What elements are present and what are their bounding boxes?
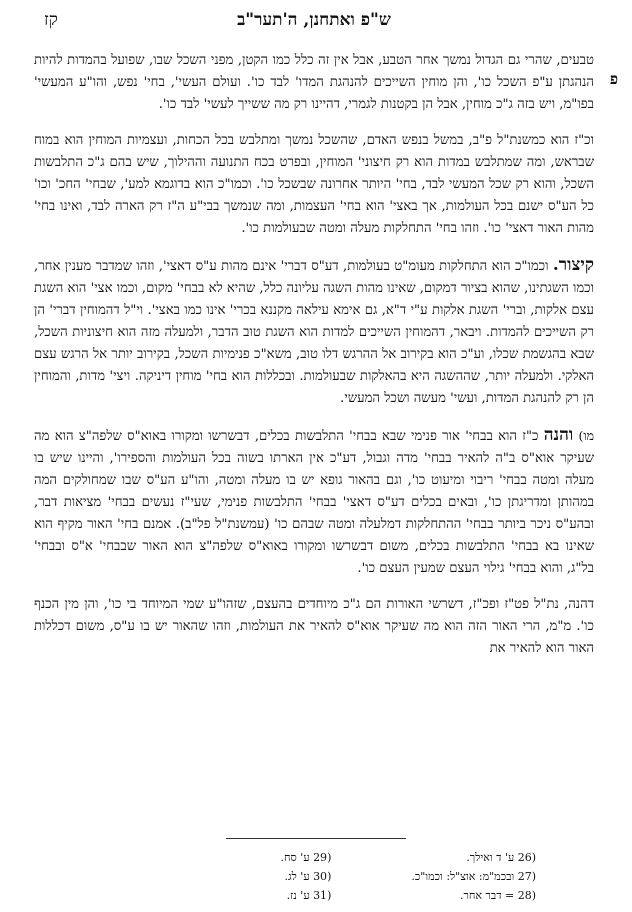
footnotes [240, 848, 536, 905]
footnote-text: ובכמ"מ: אוצ"ל: וכמו"כ. [411, 870, 515, 883]
footnote-number: (28 [517, 889, 536, 902]
footnote-number: (27 [517, 870, 536, 883]
footnote-number: (30 [313, 870, 332, 883]
footnote [240, 848, 331, 867]
paragraph [34, 424, 594, 580]
page-number: קז [44, 10, 58, 30]
section-lead-word: קיצור. [552, 255, 594, 275]
paragraph [34, 50, 594, 116]
main-text [34, 50, 594, 660]
paragraph-text: דהנה, נת"ל פט"ז ופכ"ז, דשרשי האורות הם ג"כ מיוחדים בהעצם, שזהו"ע שמי המיוחד בי כו', והן מין הכנף כו'. מ"מ, הרי האור הזה הוא מה שעיקר אוא"ס להאיר את העולמות, וזהו שהאור יש בו ע"ס, משום דכללות האור הוא להאיר את [34, 597, 594, 656]
paragraph-text: כ"ז הוא בבחי' אור פנימי שבא בבחי' התלבשות בכלים, דבשרשו ומקורו באוא"ס שלפה"צ הוא מה שעיקר אוא"ס ב"ה להאיר בבחי' מדה וגבול, דע"כ אין הארתו בשוה בכל העולמות והספירו', והיינו שיש בו מעלה ומטה בבחי' ריבוי ומיעוט כו', וגם בהאור גופא יש בו מעלה ומטה, והו"ע הע"ס שבו שמחולקים המה במהותן ומדריגתן כו', ובאים בכלים דע"ס דאצי' בבחי' התלבשות פנימי, שעי"ז נעשים בבחי' מציאות דבר, ובהע"ס ניכר ביותר בבחי' ההתחלקות דמלעלה ומטה שבהם כו' (עמשנת"ל פל"ב). אמנם בחי' האור מקיף הוא שאינו בא בבחי' התלבשות בכלים, משום דבשרשו ומקורו באוא"ס שלפה"צ הוא האור שבבחי' א"ס ובבחי' בל"ג, והוא בבחי' גילוי העצם שמעין העצם כו'. [34, 429, 594, 576]
paragraph-text: וכ"ז הוא כמשנת"ל פ"ב, במשל בנפש האדם, שהשכל נמשך ומתלבש בכל הכחות, ועצמיות המוחין הוא במוח שבראש, ומה שמתלבש במדות הוא רק חיצוני' המוחין, ובפרט בכח התנועה וההילוך, שיש בהם ג"כ התלבשות השכל, והוא רק שכל המעשי לבד, בחי' היותר אחרונה שבשכל כו'. וכמו"כ הוא בדוגמא למע', שבחי' החכ' וכו' כל הע"ס ישנם בכל העולמות, אך באצי' הוא בחי' העצמות, ומה שנמשך בבי"ע ה"ז רק הארה לבד, ואינו בחי' מהות האור דאצי' כו'. וזהו בחי' התחלקות מעלה ומטה שבעולמות כו'. [34, 133, 594, 236]
footnote-text: ע' נז. [286, 889, 310, 902]
footnote [411, 867, 536, 886]
page-title: ש"פ ואתחנן, ה'תער"ב [237, 10, 391, 30]
section-number: מו) [578, 428, 594, 443]
paragraph-text: טבעים, שהרי גם הגדול נמשך אחר הטבע, אבל אין זה כלל כמו הקטן, מפני השכל שבו, שפועל בהמדות להיות הנהגתן ע"פ השכל כו', והן מוחין השייכים להנהגת המדו' לבד כו'. ועולם העשי', בחי' נפש, והו"ע המעשי' בפו"מ, ויש בזה ג"כ מוחין, אבל הן בקטנות לגמרי, דהיינו רק מה ששייך לעשי' לבד כו'. [34, 53, 594, 112]
footnote-text: ע' ד ואילך. [466, 851, 515, 864]
footnote [411, 886, 536, 905]
footnote-text: = דבר אחר. [459, 889, 515, 902]
paragraph [34, 254, 594, 410]
paragraph [34, 130, 594, 240]
footnote-divider [226, 838, 406, 839]
section-lead-word: והנה [543, 425, 574, 445]
footnote-number: (29 [313, 851, 332, 864]
running-header [34, 10, 594, 34]
margin-mark: פ [609, 70, 618, 88]
footnote-text: ע' לג. [284, 870, 310, 883]
footnote [411, 848, 536, 867]
footnote-text: ע' סח. [280, 851, 310, 864]
footnote [240, 886, 331, 905]
footnote-number: (31 [313, 889, 332, 902]
paragraph [34, 594, 594, 660]
footnote [240, 867, 331, 886]
footnote-number: (26 [517, 851, 536, 864]
paragraph-text: וכמו"כ הוא התחלקות מעומ"ט בעולמות, דע"ס דברי' אינם מהות ע"ס דאצי', וזהו שמדבר מענין אחר, וכמו השגתינו, שהוא בציור דמקום, שאינו מהות השגה עליונה כלל, שהיא לא בבחי' מקום, וכמו אצי' הוא השגת עצם אלקות, וברי' השגת אלקות ע"י ד"א, גם אימא עילאה מקננא בכרי' אינו כמו באצי'. וי"ל דהמוחין דברי' הן רק השייכים להמדות. ויבאר, דהמוחין השייכים למדות הוא השגת טוב הדבר, ולמעלה מזה הוא חיצוניות השכל, שבא בהגשמת שכלו, וע"כ הוא בקירוב אל ההרגש דלו טוב, משא"כ פנימיות השכל, בקירוב יותר אל הרגש עצם האלקי. ולמעלה יותר, שההשגה היא בהאלקות שבעולמות. ובכללות הוא בחי' מוחין דיניקה. ויצי' מדות, והמוחין הן רק להנהגת המדות, ועשי' מעשה ושכל המעשי. [34, 259, 594, 406]
